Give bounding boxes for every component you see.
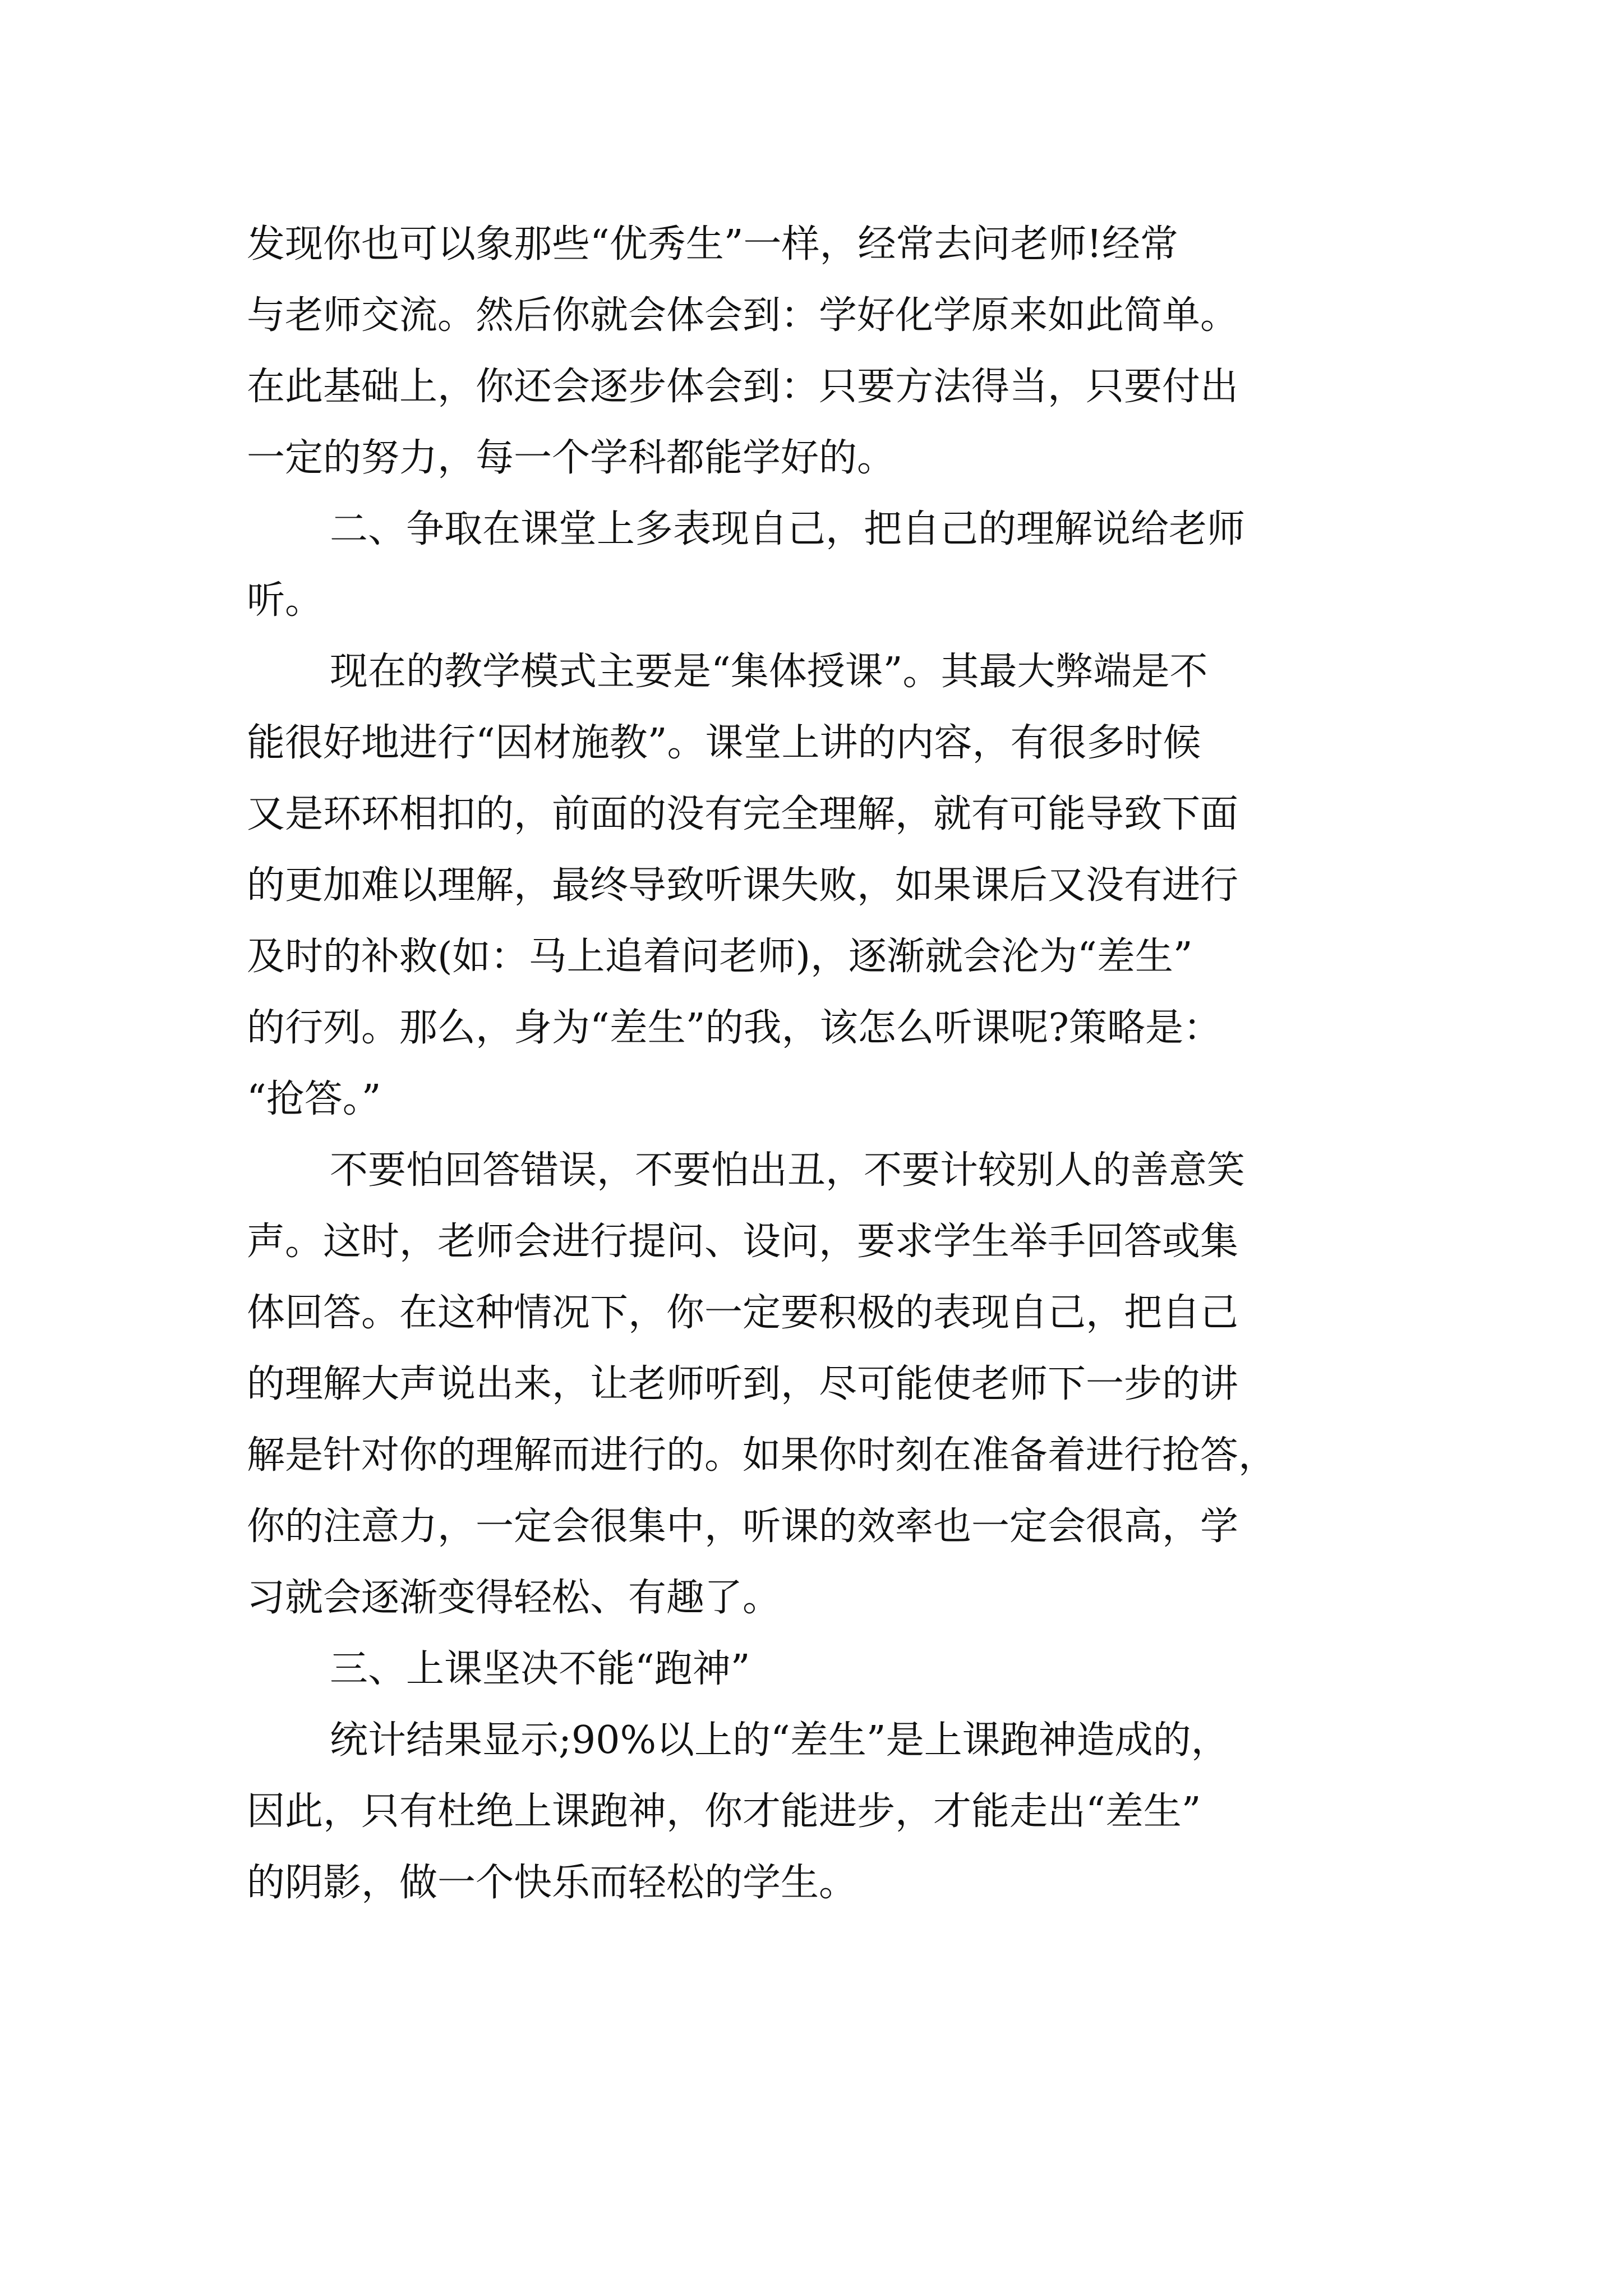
text-line: 因此，只有杜绝上课跑神，你才能进步，才能走出“差生”: [247, 1789, 1201, 1834]
text-line: 一定的努力，每一个学科都能学好的。: [247, 436, 896, 480]
text-line: 能很好地进行“因材施教”。课堂上讲的内容，有很多时候: [247, 721, 1201, 765]
text-line: 与老师交流。然后你就会体会到：学好化学原来如此简单。: [247, 293, 1239, 338]
text-line: 发现你也可以象那些“优秀生”一样，经常去问老师!经常: [247, 222, 1178, 266]
text-line: 声。这时，老师会进行提问、设问，要求学生举手回答或集: [247, 1220, 1239, 1264]
paragraph-start: 现在的教学模式主要是“集体授课”。其最大弊端是不: [330, 650, 1208, 694]
text-line: 的行列。那么，身为“差生”的我，该怎么听课呢?策略是：: [247, 1006, 1221, 1050]
text-line: 你的注意力，一定会很集中，听课的效率也一定会很高，学: [247, 1504, 1239, 1549]
text-line: 的理解大声说出来，让老师听到，尽可能使老师下一步的讲: [247, 1362, 1239, 1406]
text-line: 解是针对你的理解而进行的。如果你时刻在准备着进行抢答，: [247, 1433, 1277, 1478]
text-line: 又是环环相扣的，前面的没有完全理解，就有可能导致下面: [247, 792, 1239, 836]
paragraph-start: 统计结果显示;90%以上的“差生”是上课跑神造成的，: [330, 1718, 1229, 1763]
paragraph-start: 不要怕回答错误，不要怕出丑，不要计较别人的善意笑: [330, 1148, 1246, 1193]
text-line: 及时的补救(如：马上追着问老师)，逐渐就会沦为“差生”: [247, 935, 1193, 979]
text-line: 习就会逐渐变得轻松、有趣了。: [247, 1576, 781, 1620]
document-body: [247, 209, 1424, 1918]
text-line: 听。: [247, 578, 324, 623]
text-line: 体回答。在这种情况下，你一定要积极的表现自己，把自己: [247, 1291, 1239, 1335]
section-heading-3: 三、上课坚决不能“跑神”: [330, 1647, 750, 1691]
text-line: 的更加难以理解，最终导致听课失败，如果课后又没有进行: [247, 863, 1239, 908]
section-heading-2: 二、争取在课堂上多表现自己，把自己的理解说给老师: [330, 507, 1246, 551]
text-line: “抢答。”: [247, 1077, 381, 1121]
text-line: 的阴影，做一个快乐而轻松的学生。: [247, 1861, 857, 1905]
text-line: 在此基础上，你还会逐步体会到：只要方法得当，只要付出: [247, 365, 1239, 409]
